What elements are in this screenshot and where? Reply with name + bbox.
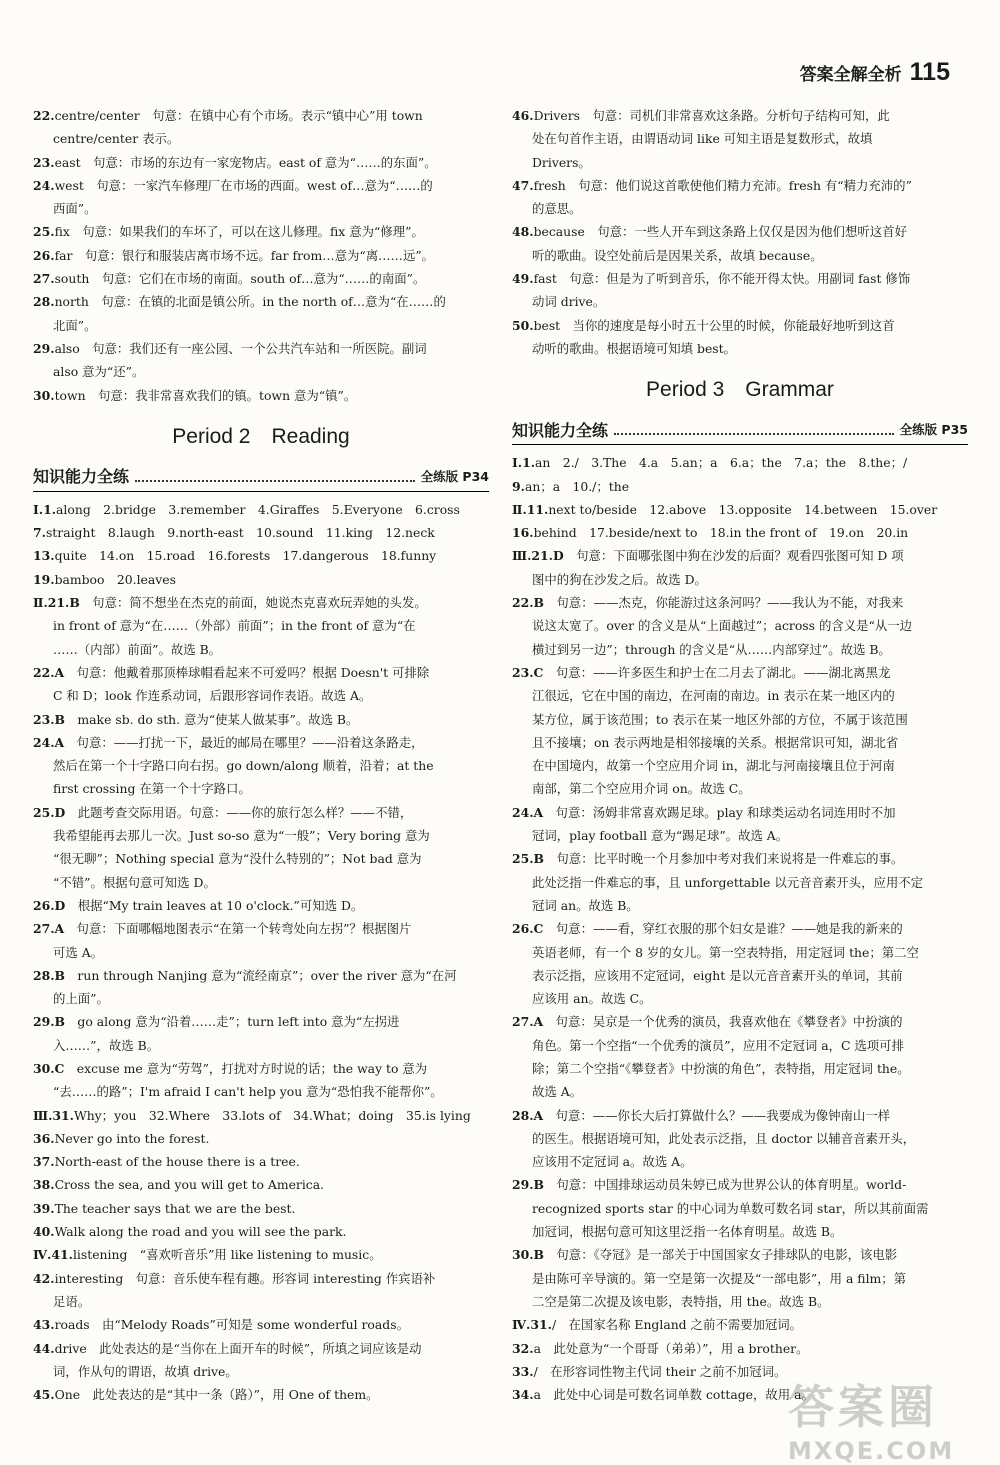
answer-line — [33, 964, 489, 987]
header-title: 答案全解全析 — [799, 65, 902, 85]
item-text: 二空是第二次提及该电影，表特指，用 the。故选 B。 — [532, 1293, 830, 1309]
item-text: Why；you 32.Where 33.lots of 34.What；doing 35.is lying — [73, 1107, 471, 1123]
item-text: 西面”。 — [53, 201, 97, 217]
item-text: Drivers 句意：司机们非常喜欢这条路。分析句子结构可知，此 — [533, 108, 890, 123]
item-text: / 在形容词性物主代词 their 之前不加冠词。 — [533, 1363, 787, 1379]
answer-line — [512, 314, 968, 337]
answer-line — [33, 151, 489, 174]
item-number: Ⅱ.11. — [512, 501, 549, 517]
item-text: centre/center 句意：在镇中心有个市场。表示“镇中心”用 town — [54, 108, 423, 123]
answer-line — [512, 1313, 968, 1336]
answer-line — [33, 754, 489, 777]
ability-label: 知识能力全练 — [512, 420, 609, 440]
left-answers — [33, 498, 489, 1407]
item-number: 26.C — [512, 921, 544, 937]
answer-line — [512, 1104, 968, 1127]
item-text: an；a 10./；the — [524, 478, 630, 494]
item-number: 24.A — [33, 734, 65, 750]
item-number: Ⅲ.31. — [33, 1107, 74, 1123]
item-text: next to/beside 12.above 13.opposite 14.between 15.over — [548, 501, 938, 517]
answer-line — [512, 127, 968, 150]
answer-line — [33, 267, 489, 290]
answer-line — [512, 1243, 968, 1266]
item-text: 表示泛指，应该用不定冠词，eight 是以元音音素开头的单词，其前 — [532, 967, 903, 983]
answer-line — [512, 451, 968, 474]
item-text: 句意：《夺冠》是一部关于中国国家女子排球队的电影，该电影 — [544, 1247, 898, 1263]
item-number: 9. — [512, 478, 525, 494]
answer-line — [512, 894, 968, 917]
item-number: 30.B — [512, 1247, 545, 1263]
item-text: 英语老师，有一个 8 岁的女儿。第一空表特指，用定冠词 the；第二空 — [532, 944, 919, 960]
item-number: 22.B — [512, 595, 545, 611]
item-number: 22.A — [33, 664, 65, 680]
item-number: Ⅲ.21.D — [512, 548, 564, 564]
right-top-answers — [512, 104, 968, 360]
answer-line — [512, 1267, 968, 1290]
answer-line — [33, 337, 489, 360]
item-text: 我希望能再去那儿一次。Just so-so 意为“一般”；Very boring 意为 — [53, 828, 430, 844]
item-number: 16. — [512, 525, 534, 541]
answer-line — [512, 475, 968, 498]
item-text: 加冠词，根据句意可知这里泛指一名体育明星。故选 B。 — [532, 1224, 843, 1240]
item-text: 冠词 an。故选 B。 — [532, 897, 639, 913]
answer-line — [512, 754, 968, 777]
answer-line — [33, 1290, 489, 1313]
answer-line — [512, 731, 968, 754]
item-text: excuse me 意为“劳驾”，打扰对方时说的话；the way to 意为 — [64, 1060, 428, 1076]
answer-line — [33, 1383, 489, 1406]
answer-line — [33, 708, 489, 731]
item-number: 23.C — [512, 664, 544, 680]
answer-line — [33, 847, 489, 870]
item-text: town 句意：我非常喜欢我们的镇。town 意为“镇”。 — [54, 387, 357, 403]
item-text: 说这太宽了。over 的含义是从“上面越过”；across 的含义是“从一边 — [532, 618, 913, 634]
item-number: Ⅳ.31. — [512, 1317, 552, 1333]
item-text: 此处泛指一件难忘的事，且 unforgettable 以元音音素开头，应用不定 — [532, 874, 924, 890]
answer-line — [33, 360, 489, 383]
answer-line — [33, 127, 489, 150]
answer-line — [33, 1150, 489, 1173]
answer-line — [33, 498, 489, 521]
item-number: 37. — [33, 1154, 55, 1170]
answer-line — [512, 964, 968, 987]
answer-line — [512, 871, 968, 894]
item-number: 27.A — [512, 1014, 544, 1030]
item-number: Ⅰ.1. — [512, 455, 536, 471]
answer-line — [33, 1057, 489, 1080]
item-number: 19. — [33, 571, 55, 587]
item-number: 39. — [33, 1200, 55, 1216]
answer-line — [512, 244, 968, 267]
item-number: Ⅱ.21.B — [33, 595, 80, 611]
item-number: 34. — [512, 1387, 534, 1403]
item-text: 句意：——你长大后打算做什么？——我要成为像钟南山一样 — [543, 1107, 891, 1123]
answer-line — [512, 290, 968, 313]
answer-line — [33, 1104, 489, 1127]
item-text: 句意：汤姆非常喜欢踢足球。play 和球类运动名词连用时不加 — [543, 804, 896, 820]
answer-line — [33, 614, 489, 637]
item-text: 横过到另一边”；through 的含义是“从……内部穿过”。故选 B。 — [532, 641, 891, 657]
answer-line — [33, 871, 489, 894]
answer-line — [512, 1057, 968, 1080]
answer-line — [33, 917, 489, 940]
item-text: drive 此处表达的是“当你在上面开车的时候”，所填之词应该是动 — [54, 1340, 422, 1356]
answer-line — [512, 220, 968, 243]
answer-line — [33, 1010, 489, 1033]
item-number: 23.B — [33, 711, 66, 727]
item-number: 7. — [33, 525, 46, 541]
item-text: 江很远，它在中国的南边，在河南的南边。in 表示在某一地区内的 — [532, 688, 895, 704]
item-text: best 当你的速度是每小时五十公里的时候，你能最好地听到这首 — [533, 317, 895, 333]
ability-practice-bar-p35 — [512, 414, 968, 445]
item-text: C 和 D；look 作连系动词，后跟形容词作表语。故选 A。 — [53, 688, 372, 704]
item-text: One 此处表达的是“其中一条（路）”，用 One of them。 — [54, 1387, 379, 1403]
item-number: 29. — [33, 340, 55, 356]
item-text: ……（内部）前面”。故选 B。 — [53, 641, 222, 657]
ability-label: 知识能力全练 — [33, 467, 130, 487]
answer-line — [512, 987, 968, 1010]
left-column — [33, 104, 489, 1406]
item-number: 23. — [33, 154, 55, 170]
item-text: 角色。第一个空指“一个优秀的演员”，应用不定冠词 a，C 选项可排 — [532, 1037, 904, 1053]
item-text: Never go into the forest. — [54, 1130, 210, 1146]
item-text: 冠词，play football 意为“踢足球”。故选 A。 — [532, 828, 789, 844]
item-text: 应该用不定冠词 a。故选 A。 — [532, 1154, 693, 1170]
item-number: 47. — [512, 177, 534, 193]
answer-line — [33, 1267, 489, 1290]
item-number: 50. — [512, 317, 534, 333]
dotted-leader — [135, 470, 415, 482]
answer-line — [512, 684, 968, 707]
item-text: 的意思。 — [532, 201, 582, 217]
item-text: 动听的歌曲。根据语境可知填 best。 — [532, 340, 737, 356]
item-text: 句意：——看，穿红衣服的那个妇女是谁？——她是我的新来的 — [543, 921, 903, 937]
answer-line — [512, 1337, 968, 1360]
answer-line — [33, 638, 489, 661]
item-text: east 句意：市场的东边有一家宠物店。east of 意为“……的东面”。 — [54, 154, 437, 170]
item-number: 26. — [33, 247, 55, 263]
answer-line — [512, 847, 968, 870]
item-text: 句意：中国排球运动员朱婷已成为世界公认的体育明星。world- — [544, 1177, 907, 1193]
item-text: 句意：——许多医生和护士在二月去了湖北。——湖北离黑龙 — [543, 664, 891, 680]
answer-line — [512, 197, 968, 220]
item-number: 45. — [33, 1387, 55, 1403]
answer-line — [33, 544, 489, 567]
item-text: 句意：比平时晚一个月参加中考对我们来说将是一件难忘的事。 — [544, 851, 904, 867]
answer-line — [512, 498, 968, 521]
item-number: 22. — [33, 108, 55, 123]
item-number: 44. — [33, 1340, 55, 1356]
item-text: Drivers。 — [532, 154, 591, 170]
dotted-leader — [614, 423, 894, 435]
answer-line — [512, 1197, 968, 1220]
item-number: 24.A — [512, 804, 544, 820]
item-text: fix 句意：如果我们的车坏了，可以在这儿修理。fix 意为“修理”。 — [54, 224, 424, 240]
answer-line — [33, 1337, 489, 1360]
item-text: 动词 drive。 — [532, 294, 606, 310]
item-text: 入……”，故选 B。 — [53, 1037, 160, 1053]
ability-version: 全练版 P34 — [420, 468, 489, 484]
answer-line — [512, 1080, 968, 1103]
item-text: first crossing 在第一个十字路口。 — [53, 781, 251, 797]
item-text: 且不接壤；on 表示两地是相邻接壤的关系。根据常识可知，湖北省 — [532, 734, 899, 750]
answer-line — [33, 197, 489, 220]
item-text: Cross the sea, and you will get to America. — [54, 1177, 325, 1193]
answer-line — [33, 1080, 489, 1103]
page-number: 115 — [909, 58, 950, 86]
answer-line — [33, 1034, 489, 1057]
answer-line — [512, 267, 968, 290]
item-text: along 2.bridge 3.remember 4.Giraffes 5.Everyone 6.cross — [56, 501, 460, 517]
item-number: Ⅰ.1. — [33, 501, 57, 517]
answer-line — [33, 987, 489, 1010]
answer-line — [33, 568, 489, 591]
item-text: make sb. do sth. 意为“使某人做某事”。故选 B。 — [65, 711, 359, 727]
item-number: 13. — [33, 548, 55, 564]
item-text: because 句意：一些人开车到这条路上仅仅是因为他们想听这首好 — [533, 224, 907, 240]
item-text: straight 8.laugh 9.north-east 10.sound 11.king 12.neck — [45, 525, 435, 541]
item-text: a 此处中心词是可数名词单数 cottage，故用 a。 — [533, 1387, 814, 1403]
item-text: North-east of the house there is a tree. — [54, 1154, 300, 1170]
item-text: 足语。 — [53, 1293, 91, 1309]
item-text: roads 由“Melody Roads”可知是 some wonderful roads。 — [54, 1317, 409, 1333]
item-text: also 句意：我们还有一座公园、一个公共汽车站和一所医院。副词 — [54, 340, 427, 356]
item-text: 听的歌曲。设空处前后是因果关系，故填 because。 — [532, 247, 823, 263]
right-column — [512, 104, 968, 1406]
right-answers — [512, 451, 968, 1406]
answer-line — [33, 591, 489, 614]
item-text: 南部，第二个空应用介词 on。故选 C。 — [532, 781, 751, 797]
item-number: Ⅳ.41. — [33, 1247, 73, 1263]
answer-line — [33, 384, 489, 407]
item-text: 句意：简不想坐在杰克的前面，她说杰克喜欢玩弄她的头发。 — [79, 595, 427, 611]
item-text: “不错”。根据句意可知选 D。 — [53, 874, 216, 890]
item-text: 的医生。根据语境可知，此处表示泛指，且 doctor 以辅音音素开头， — [532, 1130, 916, 1146]
item-number: 25.B — [512, 851, 545, 867]
item-number: 32. — [512, 1340, 534, 1356]
item-text: 故选 A。 — [532, 1084, 583, 1100]
item-text: The teacher says that we are the best. — [54, 1200, 296, 1216]
item-text: 可选 A。 — [53, 944, 104, 960]
item-number: 27. — [33, 271, 55, 287]
answer-line — [512, 337, 968, 360]
item-text: 此题考查交际用语。句意：——你的旅行怎么样？——不错， — [65, 804, 413, 820]
answer-line — [512, 104, 968, 127]
item-number: 28. — [33, 294, 55, 310]
item-text: 句意：下面哪张图中狗在沙发的后面？观看四张图可知 D 项 — [563, 548, 904, 564]
answer-line — [33, 521, 489, 544]
item-text: recognized sports star 的中心词为单数可数名词 star，所以其前面需 — [532, 1200, 929, 1216]
item-text: north 句意：在镇的北面是镇公所。in the north of…意为“在……的 — [54, 294, 446, 310]
item-text: west 句意：一家汽车修理厂在市场的西面。west of…意为“……的 — [54, 177, 433, 193]
answer-line — [512, 917, 968, 940]
item-number: 49. — [512, 271, 534, 287]
answer-line — [512, 801, 968, 824]
item-number: 38. — [33, 1177, 55, 1193]
item-text: also 意为“还”。 — [53, 364, 145, 380]
item-text: 句意：——杰克，你能游过这条河吗？——我认为不能，对我来 — [544, 595, 904, 611]
item-number: 24. — [33, 177, 55, 193]
period-3-title: Period 3 Grammar — [646, 378, 834, 402]
answer-line — [33, 824, 489, 847]
watermark-logo — [788, 1371, 988, 1465]
item-text: interesting 句意：音乐使车程有趣。形容词 interesting 作宾语补 — [54, 1270, 436, 1286]
answer-line — [512, 1220, 968, 1243]
item-text: 句意：下面哪幅地图表示“在第一个转弯处向左拐”？根据图片 — [64, 921, 412, 937]
item-text: 句意：他戴着那顶棒球帽看起来不可爱吗？根据 Doesn't 可排除 — [64, 664, 430, 680]
item-text: 处在句首作主语，由谓语动词 like 可知主语是复数形式，故填 — [532, 131, 873, 147]
item-text: in front of 意为“在……（外部）前面”；in the front of 意为“在 — [53, 618, 416, 634]
answer-line — [512, 708, 968, 731]
answer-line — [33, 220, 489, 243]
answer-line — [33, 1127, 489, 1150]
item-number: 27.A — [33, 921, 65, 937]
item-number: 33. — [512, 1363, 534, 1379]
item-text: an 2./ 3.The 4.a 5.an；a 6.a；the 7.a；the 8.the；/ — [535, 455, 908, 471]
answer-line — [33, 1197, 489, 1220]
item-text: 然后在第一个十字路口向右拐。go down/along 顺着，沿着；at the — [53, 758, 434, 774]
item-text: go along 意为“沿着……走”；turn left into 意为“左拐进 — [65, 1014, 400, 1030]
answer-line — [33, 661, 489, 684]
item-text: Walk along the road and you will see the park. — [54, 1224, 347, 1240]
item-text: 词，作从句的谓语，故填 drive。 — [53, 1363, 238, 1379]
item-text: 北面”。 — [53, 317, 97, 333]
item-text: run through Nanjing 意为“流经南京”；over the river 意为“在河 — [65, 967, 457, 983]
answer-line — [512, 174, 968, 197]
item-text: listening “喜欢听音乐”用 like listening to music。 — [72, 1247, 382, 1263]
left-top-answers — [33, 104, 489, 407]
item-number: 30.C — [33, 1060, 65, 1076]
answer-line — [33, 1243, 489, 1266]
item-text: 应该用 an。故选 C。 — [532, 991, 652, 1007]
answer-line — [33, 244, 489, 267]
item-text: fresh 句意：他们说这首歌使他们精力充沛。fresh 有“精力充沛的” — [533, 177, 912, 193]
item-text: 句意：吴京是一个优秀的演员，我喜欢他在《攀登者》中扮演的 — [543, 1014, 903, 1030]
answer-line — [33, 1220, 489, 1243]
item-text: centre/center 表示。 — [53, 131, 180, 147]
answer-line — [33, 174, 489, 197]
period-2-title: Period 2 Reading — [172, 424, 350, 448]
answer-line — [33, 1313, 489, 1336]
item-number: 29.B — [33, 1014, 66, 1030]
answer-line — [512, 1173, 968, 1196]
item-number: 46. — [512, 108, 534, 123]
answer-line — [33, 941, 489, 964]
item-text: a 此处意为“一个哥哥（弟弟）”，用 a brother。 — [533, 1340, 809, 1356]
answer-line — [512, 638, 968, 661]
item-text: 在中国境内，故第一个空应用介词 in，湖北与河南接壤且位于河南 — [532, 758, 895, 774]
answer-line — [512, 1290, 968, 1313]
item-text: behind 17.beside/next to 18.in the front of 19.on 20.in — [533, 525, 909, 541]
item-text: 图中的狗在沙发之后。故选 D。 — [532, 571, 707, 587]
item-text: “很无聊”；Nothing special 意为“没什么特别的”；Not bad 意为 — [53, 851, 422, 867]
answer-line — [33, 731, 489, 754]
answer-line — [33, 777, 489, 800]
answer-line — [512, 1034, 968, 1057]
page-header — [800, 58, 950, 94]
answer-line — [512, 1150, 968, 1173]
ability-version: 全练版 P35 — [899, 422, 968, 438]
answer-line — [512, 661, 968, 684]
item-number: 25.D — [33, 804, 66, 820]
answer-line — [512, 521, 968, 544]
item-number: 28.B — [33, 967, 66, 983]
item-number: 30. — [33, 387, 55, 403]
answer-line — [33, 104, 489, 127]
item-number: 36. — [33, 1130, 55, 1146]
item-text: quite 14.on 15.road 16.forests 17.dangerous 18.funny — [54, 548, 437, 564]
answer-line — [33, 314, 489, 337]
item-text: 根据“My train leaves at 10 o'clock.”可知选 D。 — [65, 897, 364, 913]
item-text: “去……的路”；I'm afraid I can't help you 意为“恐怕我不能帮你”。 — [53, 1084, 443, 1100]
answer-line — [33, 894, 489, 917]
watermark-cn: 答案圈 — [788, 1380, 938, 1434]
item-text: 某方位，属于该范围；to 表示在某一地区外部的方位，不属于该范围 — [532, 711, 908, 727]
answer-line — [512, 941, 968, 964]
item-text: south 句意：它们在市场的南面。south of…意为“……的南面”。 — [54, 271, 426, 287]
item-text: / 在国家名称 England 之前不需要加冠词。 — [551, 1317, 803, 1333]
answer-line — [33, 801, 489, 824]
ability-practice-bar-p34 — [33, 461, 489, 492]
answer-line — [512, 614, 968, 637]
watermark-en: MXQE.COM — [788, 1437, 955, 1465]
answer-line — [512, 568, 968, 591]
answer-line — [33, 1173, 489, 1196]
item-number: 43. — [33, 1317, 55, 1333]
answer-line — [33, 1360, 489, 1383]
item-number: 48. — [512, 224, 534, 240]
item-number: 40. — [33, 1224, 55, 1240]
answer-line — [512, 777, 968, 800]
answer-line — [512, 824, 968, 847]
answer-line — [512, 591, 968, 614]
item-text: 句意：——打扰一下，最近的邮局在哪里？——沿着这条路走， — [64, 734, 424, 750]
item-number: 42. — [33, 1270, 55, 1286]
item-number: 29.B — [512, 1177, 545, 1193]
item-text: far 句意：银行和服装店离市场不远。far from…意为“离……远”。 — [54, 247, 435, 263]
answer-line — [512, 1010, 968, 1033]
item-number: 28.A — [512, 1107, 544, 1123]
answer-line — [512, 151, 968, 174]
item-text: 的上面”。 — [53, 991, 109, 1007]
item-number: 26.D — [33, 897, 66, 913]
item-text: 除；第二个空指“《攀登者》中扮演的角色”，表特指，用定冠词 the。 — [532, 1060, 910, 1076]
answer-line — [512, 1127, 968, 1150]
answer-line — [33, 290, 489, 313]
answer-line — [512, 544, 968, 567]
answer-line — [33, 684, 489, 707]
item-number: 25. — [33, 224, 55, 240]
item-text: bamboo 20.leaves — [54, 571, 176, 587]
item-text: 是由陈可辛导演的。第一空是第一次提及“一部电影”，用 a film；第 — [532, 1270, 907, 1286]
item-text: fast 句意：但是为了听到音乐，你不能开得太快。用副词 fast 修饰 — [533, 271, 911, 287]
